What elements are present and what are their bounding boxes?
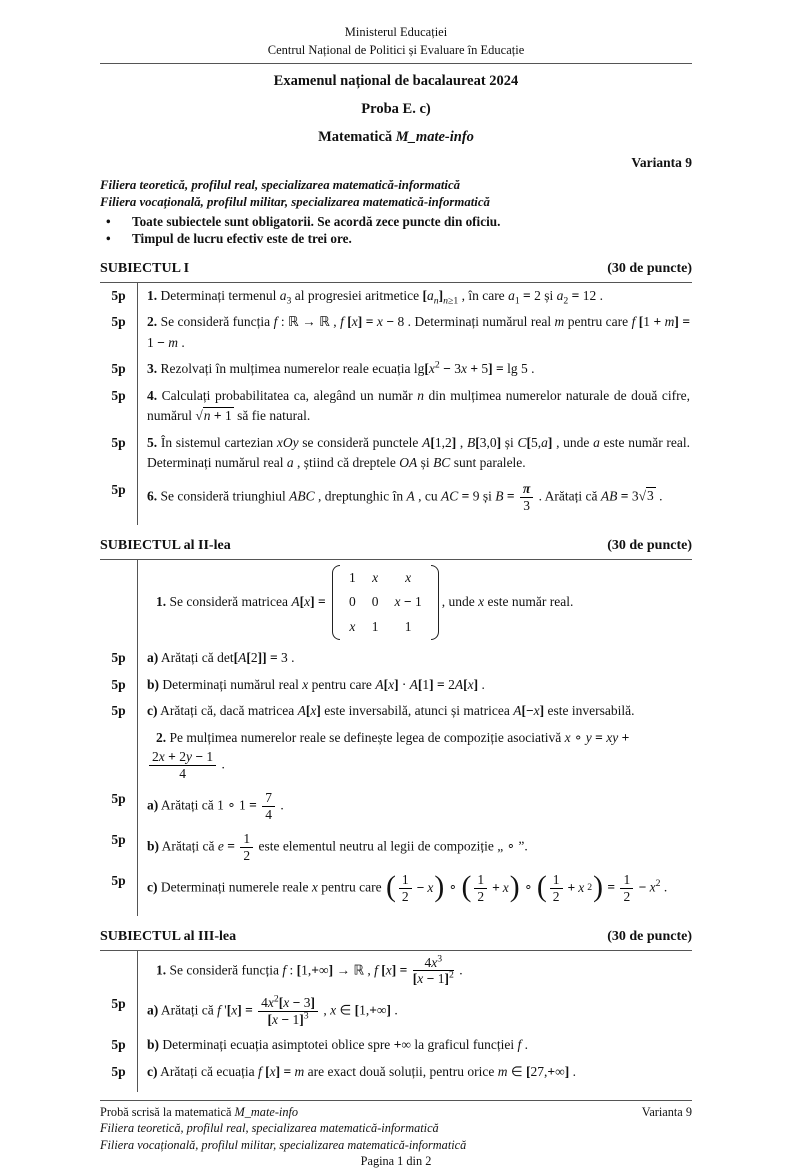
item-points <box>100 518 137 525</box>
exam-item <box>100 868 692 909</box>
section-title: SUBIECTUL al II-lea <box>100 537 231 553</box>
exam-item <box>100 1032 692 1059</box>
item-text: 3. Rezolvați în mulțimea numerelor reale ecuația $\lg[x^2 - 3x + 5] = \lg 5$ . <box>137 356 692 383</box>
item-points: 5p <box>111 314 126 330</box>
exam-item <box>100 1059 692 1086</box>
item-points: 5p <box>111 481 126 497</box>
ministry-header <box>100 24 692 59</box>
item-points: 5p <box>111 676 126 692</box>
exam-item <box>100 309 692 356</box>
exam-item <box>100 645 692 672</box>
exam-item <box>100 827 692 868</box>
filiera-line-2: Filiera vocațională, profilul militar, specializarea matematică-informatică <box>100 194 490 209</box>
exam-item <box>100 725 692 786</box>
exam-item <box>100 477 692 518</box>
section-heading <box>100 538 692 554</box>
exam-item <box>100 698 692 725</box>
footer-variant: Varianta 9 <box>641 1105 692 1120</box>
item-text: 1. Se consideră matricea A[x] = 1 x x 0 0 x − 1 x 1 1 , unde x este număr real. <box>137 560 692 646</box>
instruction-text: Toate subiectele sunt obligatorii. Se acordă zece puncte din oficiu. <box>132 214 501 230</box>
item-text: b) Determinați numărul real x pentru care A[x] ⋅ A[1] = 2A[x] . <box>137 672 692 699</box>
section-block-padding <box>100 518 692 525</box>
section-heading <box>100 261 692 277</box>
item-text: 2. Se consideră funcția f : ℝ → ℝ , f [x] = x − 8 . Determinați numărul real m pentru care f [1 + m] = 1 − m . <box>137 309 692 356</box>
footer-exam-name: Probă scrisă la matematică M_mate-info <box>100 1105 299 1120</box>
section-block <box>100 950 692 1093</box>
item-text: a) Arătați că f '[x] = $\frac{4x^2[x - 3]}{[x - 1]^3}$ , x ∈ [1,+∞] . <box>137 991 692 1032</box>
item-points <box>100 951 137 992</box>
sections <box>100 261 692 1093</box>
item-points: 5p <box>111 1063 126 1079</box>
item-points <box>100 560 137 646</box>
item-text <box>137 1085 692 1092</box>
item-text: 1. Determinați termenul $a_3$ al progresiei aritmetice $[a_n]_{n\ge 1}$ , în care $a_1 = 2$ și $a_2 = 12$ . <box>137 283 692 310</box>
page-number: Pagina 1 din 2 <box>360 1153 432 1168</box>
filiera-block <box>100 177 692 210</box>
instructions <box>100 213 692 247</box>
item-text: 4. Calculați probabilitatea ca, alegând un număr n din mulțimea numerelor naturale de două cifre, numărul √n + 1 să fie natural. <box>137 383 692 430</box>
section-title: SUBIECTUL I <box>100 260 190 276</box>
item-points: 5p <box>111 287 126 303</box>
section-heading <box>100 929 692 945</box>
exam-title: Examenul național de bacalaureat 2024 <box>273 73 519 89</box>
exam-item <box>100 672 692 699</box>
item-text: 2. Pe mulțimea numerelor reale se definește legea de compoziție asociativă x ∘ y = xy + $\frac{2x + 2y - 1}{4}$ . <box>137 725 692 786</box>
item-text: 6. Se consideră triunghiul ABC , dreptunghic în A , cu AC = 9 și B = $\frac{\pi}{3}$ . Arătați că AB = 3√3 . <box>137 477 692 518</box>
subject-title: Matematică M_mate-info <box>318 129 474 145</box>
item-points <box>100 909 137 916</box>
exam-item <box>100 283 692 310</box>
footer-line-1 <box>100 1104 692 1120</box>
title-block <box>100 73 692 146</box>
item-text: b) Arătați că e = $\frac{1}{2}$ este elementul neutru al legii de compoziție „ ∘ ”. <box>137 827 692 868</box>
item-text: 1. Se consideră funcția f : [1,+∞] → ℝ , f [x] = $\frac{4x^3}{[x - 1]^2}$ . <box>137 951 692 992</box>
exam-item <box>100 786 692 827</box>
instruction-item <box>100 213 692 230</box>
section-block-padding <box>100 909 692 916</box>
item-points: 5p <box>111 1037 126 1053</box>
item-text: c) Arătați că ecuația f [x] = m are exact două soluții, pentru orice m ∈ [27,+∞] . <box>137 1059 692 1086</box>
item-points: 5p <box>111 434 126 450</box>
section-points: (30 de puncte) <box>607 537 692 553</box>
item-points: 5p <box>111 996 126 1012</box>
item-points: 5p <box>111 831 126 847</box>
variant-label: Varianta 9 <box>631 155 692 170</box>
section-block <box>100 559 692 916</box>
item-points <box>100 725 137 786</box>
item-text: c) Determinați numerele reale x pentru care ( 1 2 − x ) ∘ ( 1 2 + x ) ∘ ( 1 2 + x 2 ) = $\frac{1}{2}$ − $x^2$ . <box>137 868 692 909</box>
bullet-icon: • <box>106 231 111 247</box>
item-points: 5p <box>111 790 126 806</box>
item-points <box>100 1085 137 1092</box>
center-line: Centrul Național de Politici și Evaluare în Educație <box>267 42 525 57</box>
item-points: 5p <box>111 703 126 719</box>
item-points: 5p <box>111 650 126 666</box>
bullet-icon: • <box>106 214 111 230</box>
item-text <box>137 909 692 916</box>
item-text: c) Arătați că, dacă matricea A[x] este inversabilă, atunci și matricea A[−x] este inversabilă. <box>137 698 692 725</box>
item-text: 5. În sistemul cartezian xOy se consideră punctele A[1,2] , B[3,0] și C[5,a] , unde a este număr real. Determinați numărul real a , știind că dreptele OA și BC sunt paralele. <box>137 430 692 477</box>
page-footer <box>100 1100 692 1169</box>
item-points: 5p <box>111 872 126 888</box>
section-block <box>100 282 692 525</box>
section-points: (30 de puncte) <box>607 260 692 276</box>
header-rule <box>100 63 692 64</box>
instruction-item <box>100 230 692 247</box>
item-points: 5p <box>111 361 126 377</box>
exam-item <box>100 951 692 992</box>
ministry-line: Ministerul Educației <box>344 25 448 39</box>
section-points: (30 de puncte) <box>607 928 692 944</box>
footer-rule <box>100 1100 692 1101</box>
proba-title: Proba E. c) <box>361 101 431 117</box>
instruction-text: Timpul de lucru efectiv este de trei ore. <box>132 231 352 247</box>
exam-item <box>100 560 692 646</box>
filiera-line-1: Filiera teoretică, profilul real, specializarea matematică-informatică <box>100 178 461 192</box>
item-text: a) Arătați că det[A[2]] = 3 . <box>137 645 692 672</box>
footer-filiera-2: Filiera vocațională, profilul militar, specializarea matematică-informatică <box>100 1137 467 1152</box>
item-points: 5p <box>111 387 126 403</box>
section-block-padding <box>100 1085 692 1092</box>
footer-filiera-1: Filiera teoretică, profilul real, specializarea matematică-informatică <box>100 1121 439 1136</box>
item-text: b) Determinați ecuația asimptotei oblice spre +∞ la graficul funcției f . <box>137 1032 692 1059</box>
exam-item <box>100 991 692 1032</box>
section-title: SUBIECTUL al III-lea <box>100 928 237 944</box>
exam-item <box>100 356 692 383</box>
exam-item <box>100 430 692 477</box>
item-text: a) Arătați că 1 ∘ 1 = $\frac{7}{4}$ . <box>137 786 692 827</box>
item-text <box>137 518 692 525</box>
exam-item <box>100 383 692 430</box>
